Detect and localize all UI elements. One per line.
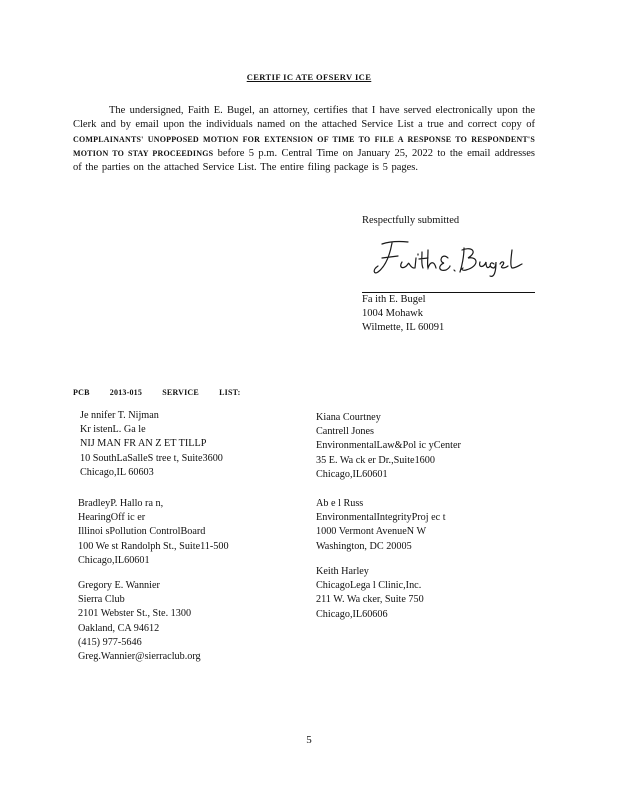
contact-line: Je nnifer T. Nijman — [80, 410, 159, 421]
contact-line: Chicago,IL 60603 — [80, 466, 154, 478]
contact-line: ChicagoLega l Clinic,Inc. — [316, 580, 422, 592]
contact-block-harley — [316, 565, 424, 622]
contact-line: Chicago,IL60606 — [316, 608, 388, 620]
contact-line: Chicago,IL60601 — [78, 554, 150, 566]
contact-line: EnvironmentalIntegrityProj ec t — [316, 512, 446, 524]
handwritten-signature — [368, 232, 528, 282]
service-list-title: PCB 2013-015 SERVICE LIST: — [73, 388, 241, 397]
contact-line: (415) 977-5646 — [78, 636, 142, 648]
address-line: 1004 Mohawk — [362, 308, 423, 320]
contact-line: Washington, DC 20005 — [316, 540, 412, 552]
contact-line: EnvironmentalLaw&Pol ic yCenter — [316, 440, 461, 452]
contact-line: Chicago,IL60601 — [316, 468, 388, 480]
contact-line: Gregory E. Wannier — [78, 580, 160, 591]
contact-line: Ab e l Russ — [316, 498, 364, 509]
contact-line: Kr istenL. Ga le — [80, 424, 146, 436]
contact-line: HearingOff ic er — [78, 512, 146, 524]
paragraph-intro: The undersigned, Faith E. Bugel, an attorney, certifies that I have served electronically upon the Clerk and by email upon the individuals named on the attached Service List a true and correct copy of — [73, 105, 535, 131]
certificate-paragraph — [73, 104, 535, 175]
contact-line: Sierra Club — [78, 594, 125, 606]
closing-text: Respectfully submitted — [362, 215, 460, 226]
contact-line: 1000 Vermont AvenueN W — [316, 526, 427, 538]
contact-block-nijman — [80, 409, 223, 480]
contact-line: 35 E. Wa ck er Dr.,Suite1600 — [316, 454, 435, 466]
signer-address — [362, 293, 444, 336]
contact-line: Illinoi sPollution ControlBoard — [78, 526, 206, 538]
certificate-title: CERTIF IC ATE OFSERV ICE — [246, 72, 372, 82]
contact-line: Cantrell Jones — [316, 426, 375, 438]
contact-block-russ — [316, 497, 446, 554]
address-line: Wilmette, IL 60091 — [362, 322, 445, 334]
motion-title: COMPLAINANTS' UNOPPOSED MOTION FOR EXTENSION OF TIME TO FILE A RESPONSE TO RESPONDENT'S MOTION TO STAY PROCEEDINGS — [73, 134, 535, 158]
contact-line: 2101 Webster St., Ste. 1300 — [78, 608, 192, 620]
contact-line: Oakland, CA 94612 — [78, 622, 160, 634]
contact-line: Kiana Courtney — [316, 412, 381, 423]
contact-block-wannier — [78, 579, 201, 664]
contact-line: 10 SouthLaSalleS tree t, Suite3600 — [80, 452, 223, 464]
contact-line: 100 We st Randolph St., Suite11-500 — [78, 540, 229, 552]
contact-block-courtney — [316, 411, 461, 482]
page-number: 5 — [306, 734, 312, 746]
contact-line: BradleyP. Hallo ra n, — [78, 498, 164, 509]
paragraph-outro: before 5 p.m. Central Time on January 25, 2022 to the email addresses of the parties on the attached Service List. The entire filing package is 5 pages. — [73, 147, 535, 174]
address-line: Fa ith E. Bugel — [362, 294, 426, 305]
contact-line: Keith Harley — [316, 566, 369, 577]
contact-email: Greg.Wannier@sierraclub.org — [78, 650, 201, 662]
contact-line: NIJ MAN FR AN Z ET TILLP — [80, 438, 207, 450]
contact-block-halloran — [78, 497, 229, 568]
contact-line: 211 W. Wa cker, Suite 750 — [316, 594, 424, 606]
